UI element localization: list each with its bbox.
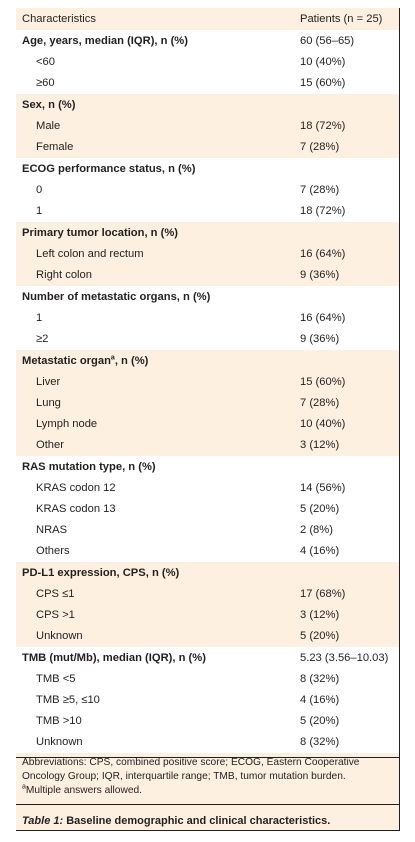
row-value: 5 (20%) (300, 715, 340, 727)
row-value: 9 (36%) (300, 333, 340, 345)
header-characteristics: Characteristics (22, 13, 96, 25)
table-row (16, 117, 399, 138)
row-value: 18 (72%) (300, 205, 346, 217)
group-header-row (16, 160, 399, 181)
group-header-row (16, 224, 399, 245)
multiple-answers-note (22, 784, 394, 798)
group-value: 5.23 (3.56–10.03) (300, 652, 389, 664)
table-row (16, 394, 399, 415)
group-label: Age, years, median (IQR), n (%) (22, 35, 188, 47)
row-value: 3 (12%) (300, 439, 340, 451)
table-row (16, 138, 399, 159)
table-row (16, 670, 399, 691)
row-label: Other (36, 439, 64, 451)
row-label: 1 (36, 205, 43, 217)
table-row (16, 181, 399, 202)
row-label: KRAS codon 12 (36, 482, 116, 494)
group-header-row (16, 564, 399, 585)
row-value: 3 (12%) (300, 609, 340, 621)
footnote-marker: a (110, 354, 115, 362)
table-row (16, 691, 399, 712)
table-row (16, 309, 399, 330)
table-row (16, 266, 399, 287)
table-row (16, 606, 399, 627)
caption-text: Baseline demographic and clinical characteristics. (63, 815, 331, 827)
row-label: 1 (36, 312, 43, 324)
row-label: Right colon (36, 269, 92, 281)
row-value: 9 (36%) (300, 269, 340, 281)
row-value: 7 (28%) (300, 397, 340, 409)
group-label-suffix: , n (%) (114, 355, 149, 367)
table-header-row (16, 8, 399, 31)
table-row (16, 415, 399, 436)
row-value: 5 (20%) (300, 503, 340, 515)
row-label: Others (36, 545, 70, 557)
row-value: 8 (32%) (300, 736, 340, 748)
row-label: 0 (36, 184, 43, 196)
row-label: Male (36, 120, 61, 132)
row-label: Unknown (36, 736, 83, 748)
table-row (16, 202, 399, 223)
row-label: Female (36, 141, 74, 153)
row-label: KRAS codon 13 (36, 503, 116, 515)
row-label: CPS ≤1 (36, 588, 75, 600)
table-row (16, 500, 399, 521)
row-value: 17 (68%) (300, 588, 346, 600)
footnote-marker: a (22, 783, 26, 791)
group-header-row (16, 458, 399, 479)
table-row (16, 733, 399, 754)
row-label: ≥60 (36, 77, 55, 89)
row-label: Lymph node (36, 418, 98, 430)
group-label: Number of metastatic organs, n (%) (22, 291, 211, 303)
group-header-row (16, 352, 399, 373)
table-caption (22, 814, 330, 828)
table-row (16, 542, 399, 563)
row-label: TMB ≥5, ≤10 (36, 694, 100, 706)
baseline-table (16, 8, 399, 830)
table-footnote (22, 756, 394, 798)
group-label: Primary tumor location, n (%) (22, 227, 179, 239)
caption-divider (16, 804, 399, 805)
group-header-row (16, 32, 399, 53)
table-row (16, 74, 399, 95)
group-label: Metastatic organ$^a$, n (%) (22, 354, 149, 367)
group-label: RAS mutation type, n (%) (22, 461, 156, 473)
row-label: TMB <5 (36, 673, 76, 685)
table-row (16, 245, 399, 266)
row-value: 14 (56%) (300, 482, 346, 494)
row-label: Lung (36, 397, 61, 409)
row-value: 7 (28%) (300, 184, 340, 196)
row-label: TMB >10 (36, 715, 82, 727)
row-label: Left colon and rectum (36, 248, 144, 260)
row-value: 7 (28%) (300, 141, 340, 153)
row-value: 15 (60%) (300, 77, 346, 89)
group-header-row (16, 288, 399, 309)
row-label: CPS >1 (36, 609, 75, 621)
group-header-row (16, 649, 399, 670)
table-row (16, 585, 399, 606)
row-label: NRAS (36, 524, 68, 536)
row-label: <60 (36, 56, 55, 68)
row-value: 2 (8%) (300, 524, 333, 536)
header-patients: Patients (n = 25) (300, 13, 383, 25)
table-row (16, 479, 399, 500)
row-value: 16 (64%) (300, 248, 346, 260)
row-value: 5 (20%) (300, 630, 340, 642)
group-label: PD-L1 expression, CPS, n (%) (22, 567, 180, 579)
table-row (16, 373, 399, 394)
row-value: 4 (16%) (300, 694, 340, 706)
group-label: Sex, n (%) (22, 99, 76, 111)
group-header-row (16, 96, 399, 117)
row-value: 4 (16%) (300, 545, 340, 557)
row-value: 8 (32%) (300, 673, 340, 685)
row-label: ≥2 (36, 333, 49, 345)
row-value: 10 (40%) (300, 418, 346, 430)
row-label: Liver (36, 376, 61, 388)
row-label: Unknown (36, 630, 83, 642)
table-row (16, 521, 399, 542)
row-value: 18 (72%) (300, 120, 346, 132)
group-label: ECOG performance status, n (%) (22, 163, 196, 175)
table-row (16, 330, 399, 351)
row-value: 10 (40%) (300, 56, 346, 68)
table-row (16, 627, 399, 648)
multiple-answers-text: Multiple answers allowed. (25, 785, 142, 796)
table-row (16, 53, 399, 74)
row-value: 16 (64%) (300, 312, 346, 324)
caption-label: Table 1: (22, 815, 64, 827)
table-row (16, 436, 399, 457)
group-label: TMB (mut/Mb), median (IQR), n (%) (22, 652, 206, 664)
abbreviations-note: Abbreviations: CPS, combined positive score; ECOG, Eastern Cooperative Oncology Group; IQR, interquartile range; TMB, tumor mutation burden. (22, 757, 360, 782)
group-value: 60 (56–65) (300, 35, 355, 47)
row-value: 15 (60%) (300, 376, 346, 388)
table-row (16, 712, 399, 733)
